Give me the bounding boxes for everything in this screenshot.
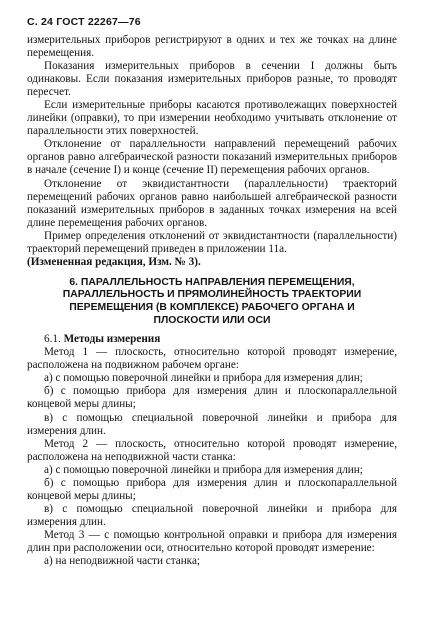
paragraph: Метод 3 — с помощью контрольной оправки и прибора для измерения длин при расположении оси, относительно которой проводят измерение:	[27, 528, 397, 554]
list-item: б) с помощью прибора для измерения длин и плоскопараллельной концевой меры длины;	[27, 385, 397, 411]
paragraph: Метод 1 — плоскость, относительно которой проводят измерение, расположена на подвижном рабочем органе:	[27, 346, 397, 372]
section-heading: 6. ПАРАЛЛЕЛЬНОСТЬ НАПРАВЛЕНИЯ ПЕРЕМЕЩЕНИЯ, ПАРАЛЛЕЛЬНОСТЬ И ПРЯМОЛИНЕЙНОСТЬ ТРАЕКТОРИИ ПЕРЕМЕЩЕНИЯ (В КОМПЛЕКСЕ) РАБОЧЕГО ОРГАНА И ПЛОСКОСТИ ИЛИ ОСИ	[62, 276, 362, 326]
subsection-number: 6.1.	[44, 333, 61, 346]
list-item: в) с помощью специальной поверочной линейки и прибора для измерения длин.	[27, 411, 397, 437]
paragraph: Отклонение от параллельности направлений перемещений рабочих органов равно алгебраической разности показаний измерительных приборов в начале (сечение I) и конце (сечение II) перемещения рабочих органов.	[27, 138, 397, 177]
paragraph: Если измерительные приборы касаются противолежащих поверхностей линейки (оправки), то при измерении необходимо учитывать отклонение от параллельности этих поверхностей.	[27, 99, 397, 138]
list-item: а) с помощью поверочной линейки и прибора для измерения длин;	[44, 463, 363, 476]
paragraph: Показания измерительных приборов в сечении I должны быть одинаковы. Если показания измерительных приборов разные, то проводят пересчет.	[27, 60, 397, 99]
document-body	[27, 34, 397, 568]
list-item: а) на неподвижной части станка;	[44, 555, 201, 568]
edition-note: (Измененная редакция, Изм. № 3).	[27, 255, 201, 268]
list-item: в) с помощью специальной поверочной линейки и прибора для измерения длин.	[27, 502, 397, 528]
subsection-title: Методы измерения	[63, 333, 161, 346]
list-item: б) с помощью прибора для измерения длин и плоскопараллельной концевой меры длины;	[27, 476, 397, 502]
page-header: С. 24 ГОСТ 22267—76	[27, 16, 141, 28]
list-item: а) с помощью поверочной линейки и прибора для измерения длин;	[44, 372, 363, 385]
paragraph: Пример определения отклонений от эквидистантности (параллельности) траекторий перемещений приведен в приложении 11а.	[27, 229, 397, 255]
paragraph: Отклонение от эквидистантности (параллельности) траекторий перемещений рабочих органов равно наибольшей алгебраической разности показаний измерительных приборов в заданных точках измерения на всей длине перемещения рабочих органов.	[27, 177, 397, 229]
paragraph: Метод 2 — плоскость, относительно которой проводят измерение, расположена на неподвижной части станка:	[27, 437, 397, 463]
subsection-heading	[27, 333, 397, 346]
paragraph: измерительных приборов регистрируют в одних и тех же точках на длине перемещения.	[27, 34, 397, 60]
